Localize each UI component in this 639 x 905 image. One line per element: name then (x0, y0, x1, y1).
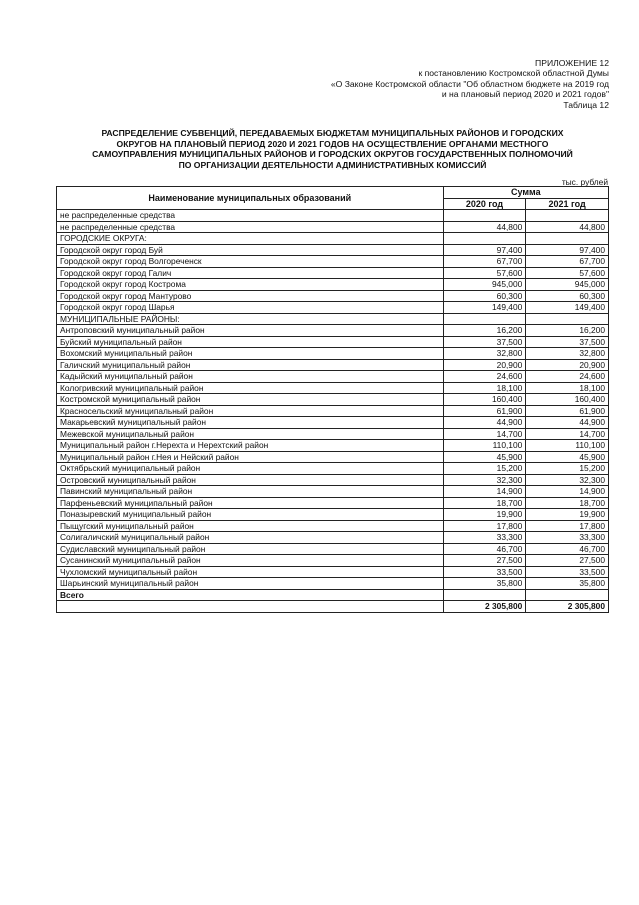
row-value-2020: 160,400 (443, 394, 526, 406)
row-value-2021: 45,900 (526, 451, 609, 463)
table-row (57, 486, 609, 498)
row-value-2021 (526, 313, 609, 325)
table-row (57, 509, 609, 521)
row-name-cell: Кологривский муниципальный район (57, 382, 444, 394)
row-name-cell (57, 601, 444, 613)
row-value-2020: 110,100 (443, 440, 526, 452)
row-value-2021: 67,700 (526, 256, 609, 268)
document-title (60, 128, 605, 170)
row-value-2020: 46,700 (443, 543, 526, 555)
row-value-2021: 33,500 (526, 566, 609, 578)
header-sum: Сумма (443, 187, 608, 199)
table-row (57, 543, 609, 555)
header-year-2020: 2020 год (443, 198, 526, 210)
row-name-cell: Павинский муниципальный район (57, 486, 444, 498)
row-name-cell: Городской округ город Галич (57, 267, 444, 279)
row-name-cell: Муниципальный район г.Нерехта и Нерехтский район (57, 440, 444, 452)
row-value-2020: 44,900 (443, 417, 526, 429)
row-value-2020 (443, 313, 526, 325)
row-value-2020: 37,500 (443, 336, 526, 348)
table-row (57, 244, 609, 256)
row-value-2021 (526, 210, 609, 222)
row-value-2021: 27,500 (526, 555, 609, 567)
row-value-2020: 67,700 (443, 256, 526, 268)
row-value-2020: 14,700 (443, 428, 526, 440)
row-value-2020: 16,200 (443, 325, 526, 337)
row-value-2021: 44,800 (526, 221, 609, 233)
table-row (57, 302, 609, 314)
row-name-cell: Городской округ город Волгореченск (57, 256, 444, 268)
table-row (57, 336, 609, 348)
row-value-2021: 18,100 (526, 382, 609, 394)
table-row (57, 428, 609, 440)
row-value-2020: 945,000 (443, 279, 526, 291)
row-name-cell: Судиславский муниципальный район (57, 543, 444, 555)
row-value-2021: 14,900 (526, 486, 609, 498)
row-value-2020: 45,900 (443, 451, 526, 463)
table-row (57, 555, 609, 567)
row-name-cell: Городской округ город Буй (57, 244, 444, 256)
title-line: ПО ОРГАНИЗАЦИИ ДЕЯТЕЛЬНОСТИ АДМИНИСТРАТИВНЫХ КОМИССИЙ (178, 159, 487, 170)
appendix-line: «О Законе Костромской области "Об областном бюджете на 2019 год (330, 78, 609, 89)
row-value-2021: 945,000 (526, 279, 609, 291)
table-row (57, 313, 609, 325)
row-value-2021: 44,900 (526, 417, 609, 429)
table-row (57, 256, 609, 268)
row-value-2020 (443, 589, 526, 601)
row-value-2021: 60,300 (526, 290, 609, 302)
row-name-cell: Парфеньевский муниципальный район (57, 497, 444, 509)
row-name-cell: Всего (57, 589, 444, 601)
row-value-2020: 20,900 (443, 359, 526, 371)
row-name-cell: Поназыревский муниципальный район (57, 509, 444, 521)
row-name-cell: Городской округ город Кострома (57, 279, 444, 291)
row-value-2021: 2 305,800 (526, 601, 609, 613)
row-value-2021: 33,300 (526, 532, 609, 544)
row-value-2021: 160,400 (526, 394, 609, 406)
row-value-2020: 32,800 (443, 348, 526, 360)
row-name-cell: Кадыйский муниципальный район (57, 371, 444, 383)
table-row (57, 463, 609, 475)
row-value-2021: 16,200 (526, 325, 609, 337)
row-name-cell: Солигаличский муниципальный район (57, 532, 444, 544)
row-value-2021: 32,300 (526, 474, 609, 486)
row-value-2020: 32,300 (443, 474, 526, 486)
row-value-2020: 17,800 (443, 520, 526, 532)
row-name-cell: Макарьевский муниципальный район (57, 417, 444, 429)
row-value-2021: 32,800 (526, 348, 609, 360)
table-row (57, 371, 609, 383)
row-value-2020: 27,500 (443, 555, 526, 567)
table-row (57, 221, 609, 233)
row-value-2020: 19,900 (443, 509, 526, 521)
row-name-cell: Островский муниципальный район (57, 474, 444, 486)
row-value-2020: 61,900 (443, 405, 526, 417)
row-value-2020: 57,600 (443, 267, 526, 279)
row-name-cell: Антроповский муниципальный район (57, 325, 444, 337)
table-row (57, 210, 609, 222)
table-row (57, 520, 609, 532)
row-name-cell: Шарьинский муниципальный район (57, 578, 444, 590)
row-name-cell: Муниципальный район г.Нея и Нейский район (57, 451, 444, 463)
row-name-cell: не распределенные средства (57, 221, 444, 233)
appendix-line: Таблица 12 (563, 99, 609, 110)
appendix-line: к постановлению Костромской областной Думы (418, 68, 609, 79)
row-value-2021: 35,800 (526, 578, 609, 590)
row-value-2021: 149,400 (526, 302, 609, 314)
table-row (57, 417, 609, 429)
row-value-2021: 110,100 (526, 440, 609, 452)
table-row (57, 532, 609, 544)
row-value-2021: 97,400 (526, 244, 609, 256)
table-row (57, 474, 609, 486)
table-row (57, 578, 609, 590)
table-row (57, 601, 609, 613)
row-value-2020: 33,500 (443, 566, 526, 578)
row-value-2020: 97,400 (443, 244, 526, 256)
table-row (57, 267, 609, 279)
row-value-2020: 18,700 (443, 497, 526, 509)
table-row (57, 394, 609, 406)
row-value-2021: 57,600 (526, 267, 609, 279)
row-name-cell: Городской округ город Мантурово (57, 290, 444, 302)
row-value-2020: 18,100 (443, 382, 526, 394)
title-line: ОКРУГОВ НА ПЛАНОВЫЙ ПЕРИОД 2020 И 2021 ГОДОВ НА ОСУЩЕСТВЛЕНИЕ ОРГАНАМИ МЕСТНОГО (116, 138, 549, 149)
row-name-cell: Галичский муниципальный район (57, 359, 444, 371)
title-line: РАСПРЕДЕЛЕНИЕ СУБВЕНЦИЙ, ПЕРЕДАВАЕМЫХ БЮДЖЕТАМ МУНИЦИПАЛЬНЫХ РАЙОНОВ И ГОРОДСКИХ (101, 128, 564, 138)
row-name-cell: Сусанинский муниципальный район (57, 555, 444, 567)
row-value-2021: 19,900 (526, 509, 609, 521)
row-name-cell: ГОРОДСКИЕ ОКРУГА: (57, 233, 444, 245)
table-row (57, 566, 609, 578)
table-row (57, 589, 609, 601)
row-value-2021 (526, 589, 609, 601)
row-name-cell: МУНИЦИПАЛЬНЫЕ РАЙОНЫ: (57, 313, 444, 325)
row-value-2021: 24,600 (526, 371, 609, 383)
row-value-2021: 18,700 (526, 497, 609, 509)
row-value-2021 (526, 233, 609, 245)
row-value-2020: 24,600 (443, 371, 526, 383)
row-value-2020: 33,300 (443, 532, 526, 544)
row-value-2020 (443, 210, 526, 222)
row-value-2020: 44,800 (443, 221, 526, 233)
table-row (57, 497, 609, 509)
appendix-header (331, 58, 609, 110)
table-row (57, 325, 609, 337)
row-value-2020 (443, 233, 526, 245)
row-value-2020: 14,900 (443, 486, 526, 498)
row-value-2021: 61,900 (526, 405, 609, 417)
row-value-2021: 15,200 (526, 463, 609, 475)
row-value-2021: 37,500 (526, 336, 609, 348)
table-row (57, 359, 609, 371)
appendix-line: и на плановый период 2020 и 2021 годов" (441, 89, 609, 100)
table-row (57, 279, 609, 291)
row-name-cell: Городской округ город Шарья (57, 302, 444, 314)
title-line: САМОУПРАВЛЕНИЯ МУНИЦИПАЛЬНЫХ РАЙОНОВ И ГОРОДСКИХ ОКРУГОВ ГОСУДАРСТВЕННЫХ ПОЛНОМОЧИЙ (92, 149, 573, 160)
row-name-cell: Октябрьский муниципальный район (57, 463, 444, 475)
row-value-2020: 2 305,800 (443, 601, 526, 613)
row-name-cell: Костромской муниципальный район (57, 394, 444, 406)
row-value-2020: 149,400 (443, 302, 526, 314)
row-value-2021: 14,700 (526, 428, 609, 440)
units-label: тыс. рублей (561, 177, 608, 187)
row-value-2020: 15,200 (443, 463, 526, 475)
table-row (57, 290, 609, 302)
table-body (57, 210, 609, 613)
row-name-cell: Вохомский муниципальный район (57, 348, 444, 360)
row-name-cell: Красносельский муниципальный район (57, 405, 444, 417)
row-name-cell: Чухломский муниципальный район (57, 566, 444, 578)
table-row (57, 405, 609, 417)
row-value-2020: 35,800 (443, 578, 526, 590)
table-row (57, 233, 609, 245)
appendix-line: ПРИЛОЖЕНИЕ 12 (535, 58, 609, 68)
row-name-cell: Буйский муниципальный район (57, 336, 444, 348)
table-row (57, 348, 609, 360)
row-value-2020: 60,300 (443, 290, 526, 302)
row-name-cell: Пыщугский муниципальный район (57, 520, 444, 532)
row-name-cell: Межевской муниципальный район (57, 428, 444, 440)
row-value-2021: 46,700 (526, 543, 609, 555)
row-value-2021: 20,900 (526, 359, 609, 371)
table-row (57, 440, 609, 452)
header-year-2021: 2021 год (526, 198, 609, 210)
table-row (57, 382, 609, 394)
table-row (57, 451, 609, 463)
header-name: Наименование муниципальных образований (57, 187, 444, 210)
subvention-table (56, 186, 609, 613)
row-name-cell: не распределенные средства (57, 210, 444, 222)
row-value-2021: 17,800 (526, 520, 609, 532)
